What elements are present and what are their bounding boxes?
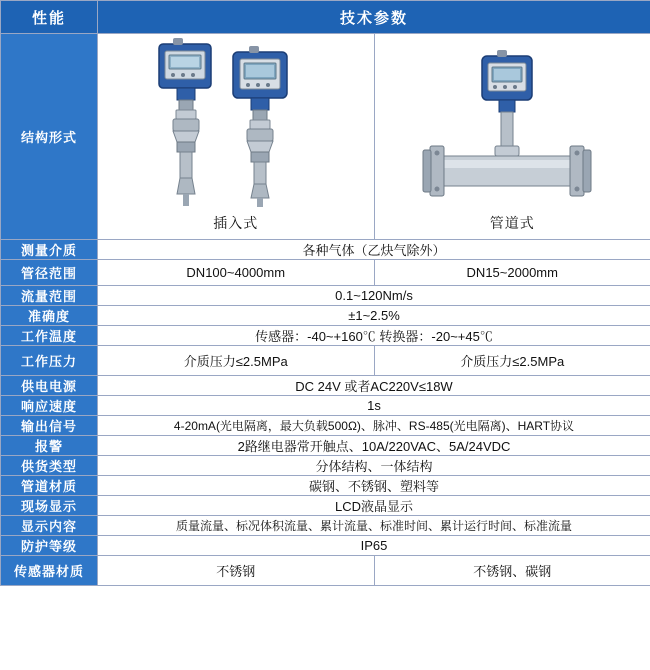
pipeline-type-figure <box>387 34 637 209</box>
table-row-power <box>1 376 650 396</box>
row-label-medium: 测量介质 <box>1 240 98 260</box>
row-label-display: 现场显示 <box>1 496 98 516</box>
row-value-supply-type: 分体结构、一体结构 <box>98 456 650 476</box>
row-label-display-content: 显示内容 <box>1 516 98 536</box>
table-row-structure <box>1 34 650 240</box>
row-value-response: 1s <box>98 396 650 416</box>
table-row-flow-range <box>1 286 650 306</box>
row-label-structure: 结构形式 <box>1 34 98 240</box>
row-label-pipe-material: 管道材质 <box>1 476 98 496</box>
table-row-accuracy <box>1 306 650 326</box>
structure-pipeline-type <box>375 34 650 239</box>
row-label-temperature: 工作温度 <box>1 326 98 346</box>
row-value-medium: 各种气体（乙炔气除外） <box>98 240 650 260</box>
table-row-pressure <box>1 346 650 376</box>
row-value-display: LCD液晶显示 <box>98 496 650 516</box>
pipeline-flowmeter-illustration <box>387 34 637 209</box>
row-label-sensor-material: 传感器材质 <box>1 556 98 586</box>
pressure-pipeline-value: 介质压力≤2.5MPa <box>460 354 565 369</box>
table-row-alarm <box>1 436 650 456</box>
row-value-display-content: 质量流量、标况体积流量、累计流量、标准时间、累计运行时间、标准流量 <box>98 516 650 536</box>
header-performance: 性能 <box>1 1 98 34</box>
row-label-diameter: 管径范围 <box>1 260 98 286</box>
table-row-temperature <box>1 326 650 346</box>
row-value-pressure <box>98 346 650 376</box>
row-label-response: 响应速度 <box>1 396 98 416</box>
diameter-insertion-value: DN100~4000mm <box>98 260 375 285</box>
table-row-display-content <box>1 516 650 536</box>
table-row-medium <box>1 240 650 260</box>
insertion-type-figure <box>121 34 351 209</box>
row-label-power: 供电电源 <box>1 376 98 396</box>
row-value-alarm: 2路继电器常开触点、10A/220VAC、5A/24VDC <box>98 436 650 456</box>
row-value-pipe-material: 碳钢、不锈钢、塑料等 <box>98 476 650 496</box>
row-value-protection: IP65 <box>98 536 650 556</box>
structure-figures-cell <box>98 34 650 240</box>
pipeline-type-caption: 管道式 <box>489 215 535 231</box>
row-value-output: 4-20mA(光电隔离，最大负载500Ω)、脉冲、RS-485(光电隔离)、HART协议 <box>98 416 650 436</box>
row-label-alarm: 报警 <box>1 436 98 456</box>
table-row-pipe-material <box>1 476 650 496</box>
insertion-flowmeter-illustration <box>121 34 351 209</box>
table-header-row <box>1 1 650 34</box>
sensor-material-pipeline-value: 不锈钢、碳钢 <box>473 564 552 579</box>
row-value-power: DC 24V 或者AC220V≤18W <box>98 376 650 396</box>
diameter-pipeline-value: DN15~2000mm <box>466 265 558 280</box>
row-value-diameter <box>98 260 650 286</box>
pressure-insertion-value: 介质压力≤2.5MPa <box>98 346 375 375</box>
table-row-display <box>1 496 650 516</box>
row-value-temperature: 传感器：-40~+160℃ 转换器：-20~+45℃ <box>98 326 650 346</box>
row-label-accuracy: 准确度 <box>1 306 98 326</box>
table-row-protection <box>1 536 650 556</box>
row-label-protection: 防护等级 <box>1 536 98 556</box>
table-row-sensor-material <box>1 556 650 586</box>
table-row-supply-type <box>1 456 650 476</box>
row-value-sensor-material <box>98 556 650 586</box>
header-technical-parameters: 技术参数 <box>98 1 650 34</box>
row-value-flow-range: 0.1~120Nm/s <box>98 286 650 306</box>
table-row-response <box>1 396 650 416</box>
sensor-material-insertion-value: 不锈钢 <box>98 556 375 585</box>
row-label-flow-range: 流量范围 <box>1 286 98 306</box>
row-label-pressure: 工作压力 <box>1 346 98 376</box>
table-row-output <box>1 416 650 436</box>
row-label-supply-type: 供货类型 <box>1 456 98 476</box>
row-value-accuracy: ±1~2.5% <box>98 306 650 326</box>
insertion-type-caption: 插入式 <box>213 215 259 231</box>
structure-insertion-type <box>98 34 375 239</box>
table-row-diameter <box>1 260 650 286</box>
row-label-output: 输出信号 <box>1 416 98 436</box>
